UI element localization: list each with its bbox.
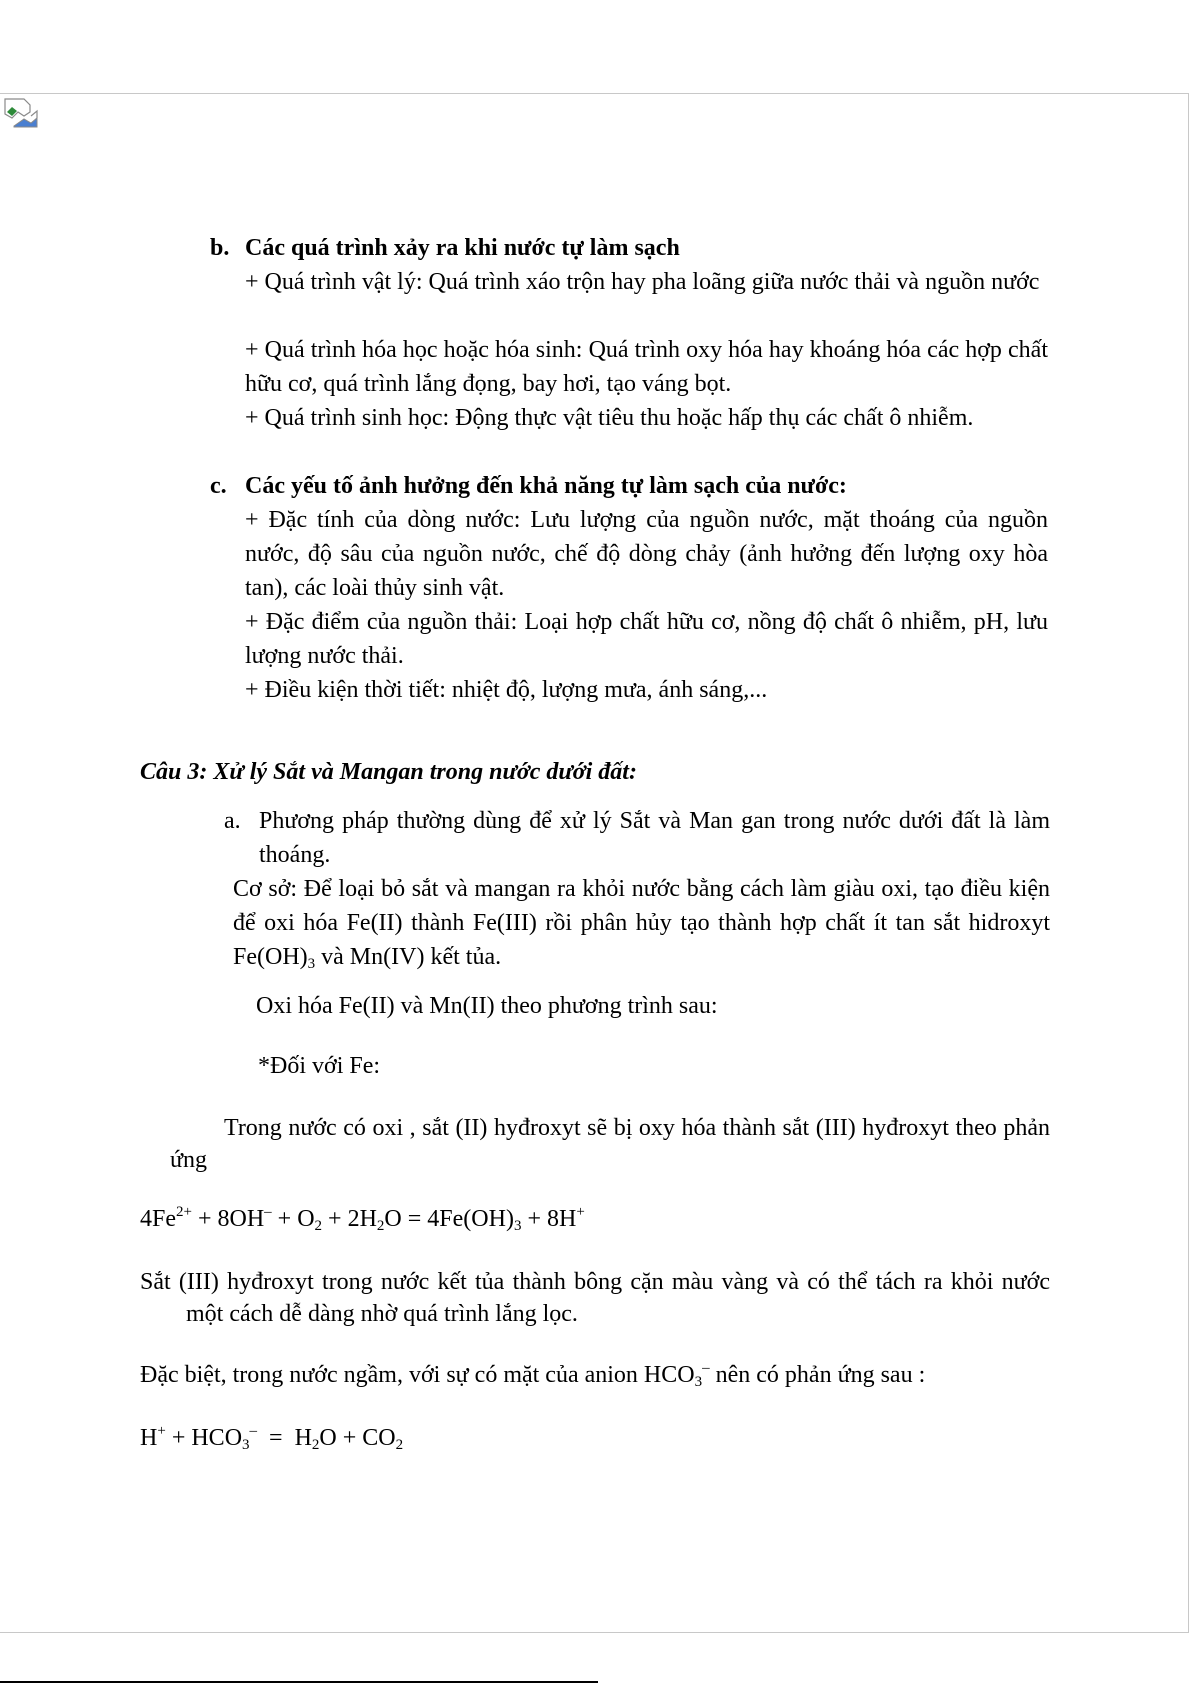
cau3-precipitation-text: Sắt (III) hyđroxyt trong nước kết tủa thành bông cặn màu vàng và có thể tách ra khỏi nước (140, 1269, 1050, 1295)
eq1-o2-sub: 2 (314, 1218, 323, 1234)
cau3-reaction-intro-text: Trong nước có oxi , sắt (II) hyđroxyt sẽ bị oxy hóa thành sắt (III) hyđroxyt theo phản (224, 1115, 1050, 1141)
eq1-product: O = 4Fe(OH) (384, 1206, 514, 1232)
cau3-reaction-intro-word: ứng (170, 1147, 208, 1173)
eq2-hco3-charge: – (249, 1423, 258, 1439)
eq1-fe: 4Fe (140, 1206, 176, 1232)
eq2-h2o: = H (257, 1425, 312, 1451)
cau3-special-tail: nên có phản ứng sau : (709, 1362, 926, 1388)
cau3-item-a-text: Phương pháp thường dùng để xử lý Sắt và Man gan trong nước dưới đất là làm thoáng. (259, 808, 1050, 868)
section-b-item-chemical: + Quá trình hóa học hoặc hóa sinh: Quá trình oxy hóa hay khoáng hóa các hợp chất hữu cơ, quá trình lắng đọng, bay hơi, tạo váng bọt. (245, 337, 1048, 397)
cau3-title: Câu 3: Xử lý Sắt và Mangan trong nước dưới đất: (140, 759, 637, 785)
eq2-co2: O + CO (319, 1425, 396, 1451)
eq1-o2: + O (271, 1206, 315, 1232)
cau3-item-a-marker: a. (224, 808, 241, 834)
cau3-precipitation (140, 1266, 1050, 1330)
section-c-marker: c. (210, 473, 227, 499)
eq1-h2o: + 2H (322, 1206, 377, 1232)
equation-fe-oxidation (140, 1202, 1040, 1236)
eq1-h-charge: + (576, 1204, 585, 1220)
section-b-heading (210, 231, 1050, 265)
equation-bicarbonate (140, 1421, 740, 1455)
section-c-item-flow: + Đặc tính của dòng nước: Lưu lượng của nguồn nước, mặt thoáng của nguồn nước, độ sâu của nguồn nước, chế độ dòng chảy (ảnh hưởng đến lượng oxy hòa tan), các loài thủy sinh vật. (245, 507, 1048, 601)
cau3-basis-sub: 3 (307, 956, 316, 972)
eq2-h: H (140, 1425, 158, 1451)
eq2-co2-sub: 2 (395, 1437, 404, 1453)
footnote-rule (0, 1681, 598, 1683)
cau3-fe-label: *Đối với Fe: (258, 1053, 381, 1079)
cau3-special (140, 1358, 1060, 1392)
eq2-h-charge: + (157, 1423, 166, 1439)
cau3-oxidation-intro: Oxi hóa Fe(II) và Mn(II) theo phương trình sau: (256, 993, 718, 1019)
section-b-item-biological: + Quá trình sinh học: Động thực vật tiêu thu hoặc hấp thụ các chất ô nhiễm. (245, 405, 974, 431)
section-c-heading-text: Các yếu tố ảnh hưởng đến khả năng tự làm sạch của nước: (245, 473, 847, 499)
eq2-hco3-sub: 3 (242, 1437, 250, 1453)
section-b-heading-text: Các quá trình xảy ra khi nước tự làm sạch (245, 235, 680, 261)
cau3-precipitation-tail: một cách dễ dàng nhờ quá trình lắng lọc. (186, 1301, 578, 1327)
section-c-heading (210, 469, 1050, 503)
cau3-special-sup: – (702, 1360, 710, 1376)
cau3-item-a (224, 804, 1050, 872)
section-c-item-weather: + Điều kiện thời tiết: nhiệt độ, lượng mưa, ánh sáng,... (245, 677, 768, 703)
eq1-oh-charge: – (264, 1204, 272, 1220)
section-b-marker: b. (210, 235, 230, 261)
eq1-oh: + 8OH (191, 1206, 265, 1232)
cau3-reaction-intro (140, 1112, 1050, 1176)
cau3-basis-text: Cơ sở: Để loại bỏ sắt và mangan ra khỏi nước bằng cách làm giàu oxi, tạo điều kiện để oxi hóa Fe(II) thành Fe(III) rồi phân hủy tạo thành hợp chất ít tan sắt hidroxyt Fe(OH) (233, 876, 1050, 970)
cau3-special-sub: 3 (694, 1374, 703, 1390)
cau3-basis-tail: và Mn(IV) kết tủa. (315, 944, 502, 970)
cau3-special-text: Đặc biệt, trong nước ngầm, với sự có mặt của anion HCO (140, 1362, 695, 1388)
cau3-basis (233, 872, 1050, 974)
eq1-fe-charge: 2+ (176, 1204, 192, 1220)
eq2-hco3: + HCO (165, 1425, 243, 1451)
section-b-item-physical: + Quá trình vật lý: Quá trình xáo trộn hay pha loãng giữa nước thải và nguồn nước (245, 269, 1040, 295)
eq1-product-sub: 3 (513, 1218, 522, 1234)
section-c-item-source: + Đặc điểm của nguồn thải: Loại hợp chất hữu cơ, nồng độ chất ô nhiễm, pH, lưu lượng nước thải. (245, 609, 1048, 669)
eq1-h: + 8H (521, 1206, 577, 1232)
eq1-h2o-sub: 2 (376, 1218, 385, 1234)
eq2-h2o-sub: 2 (311, 1437, 320, 1453)
